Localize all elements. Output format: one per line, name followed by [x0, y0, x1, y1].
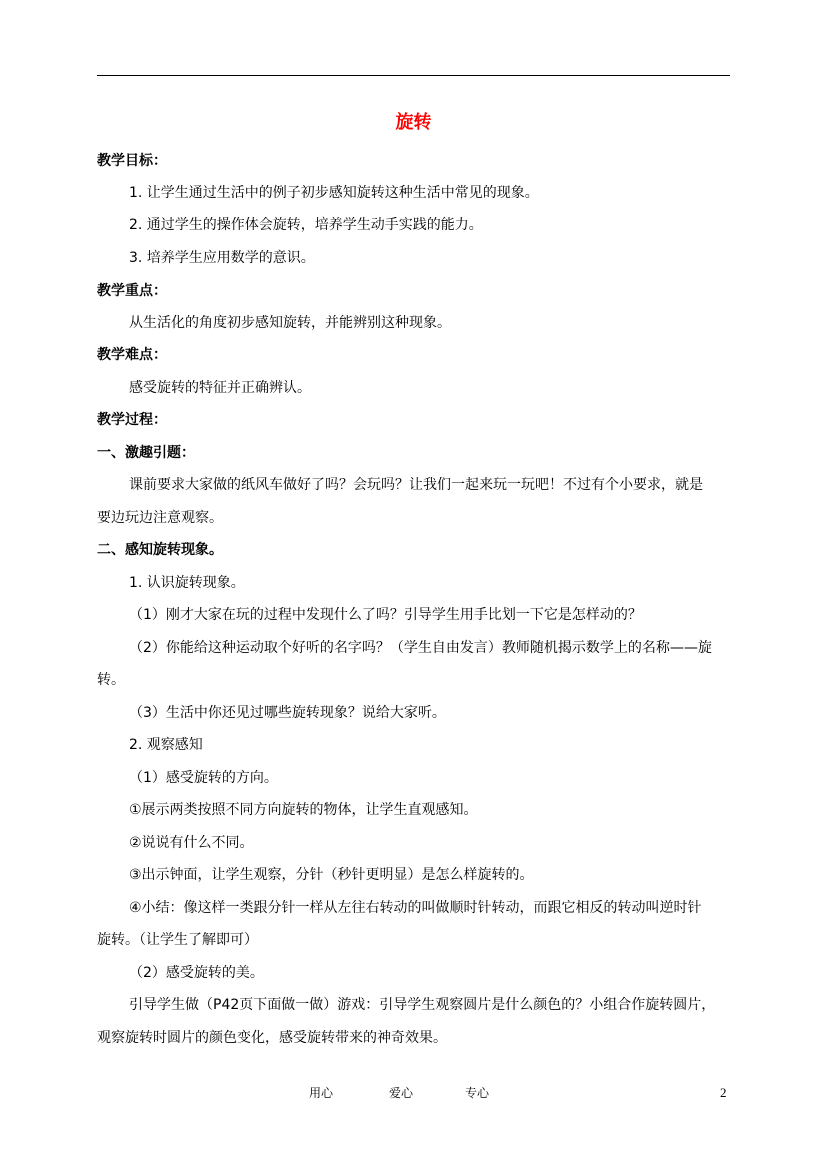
- page-title: 旋转: [395, 112, 432, 133]
- paragraph-line: 旋转。（让学生了解即可）: [97, 932, 258, 948]
- section-heading-process: 教学过程：: [97, 412, 167, 428]
- section-heading-difficulties: 教学难点：: [97, 347, 167, 363]
- objective-item-3: 3. 培养学生应用数学的意识。: [129, 250, 315, 266]
- paragraph-line: ③出示钟面，让学生观察，分针（秒针更明显）是怎么样旋转的。: [129, 867, 534, 883]
- subsection-heading-intro: 一、激趣引题：: [97, 445, 195, 461]
- subsection-heading-perceive: 二、感知旋转现象。: [97, 542, 223, 558]
- objective-item-2: 2. 通过学生的操作体会旋转，培养学生动手实践的能力。: [129, 217, 483, 233]
- objective-item-1: 1. 让学生通过生活中的例子初步感知旋转这种生活中常见的现象。: [129, 185, 539, 201]
- section-heading-objectives: 教学目标：: [97, 153, 167, 169]
- paragraph-line: 引导学生做（P42页下面做一做）游戏：引导学生观察圆片是什么颜色的？小组合作旋转圆片，: [129, 997, 716, 1013]
- paragraph-line: （1）刚才大家在玩的过程中发现什么了吗？引导学生用手比划一下它是怎样动的？: [129, 607, 642, 623]
- paragraph-line: ④小结：像这样一类跟分针一样从左往右转动的叫做顺时针转动，而跟它相反的转动叫逆时针: [129, 900, 702, 916]
- section-heading-key-points: 教学重点：: [97, 283, 167, 299]
- paragraph-line: （2）你能给这种运动取个好听的名字吗？（学生自由发言）教师随机揭示数学上的名称——旋: [129, 640, 712, 656]
- paragraph-line: ②说说有什么不同。: [129, 835, 254, 851]
- footer-item-1: 用心: [309, 1086, 334, 1100]
- paragraph-line: （1）感受旋转的方向。: [129, 770, 278, 786]
- header-rule: [97, 75, 730, 76]
- footer-item-3: 专心: [465, 1086, 490, 1100]
- paragraph-line: （2）感受旋转的美。: [129, 965, 264, 981]
- numbered-item: 1. 认识旋转现象。: [129, 575, 245, 591]
- footer-item-2: 爱心: [389, 1086, 414, 1100]
- key-points-text: 从生活化的角度初步感知旋转，并能辨别这种现象。: [129, 315, 451, 331]
- paragraph-line: ①展示两类按照不同方向旋转的物体，让学生直观感知。: [129, 802, 478, 818]
- paragraph-line: 转。: [97, 672, 125, 688]
- paragraph-line: 要边玩边注意观察。: [97, 510, 223, 526]
- numbered-item: 2. 观察感知: [129, 737, 203, 753]
- paragraph-line: （3）生活中你还见过哪些旋转现象？说给大家听。: [129, 705, 446, 721]
- paragraph-line: 课前要求大家做的纸风车做好了吗？会玩吗？让我们一起来玩一玩吧！不过有个小要求，就是: [129, 477, 703, 493]
- page-number: 2: [720, 1085, 727, 1100]
- difficulties-text: 感受旋转的特征并正确辨认。: [129, 380, 311, 396]
- paragraph-line: 观察旋转时圆片的颜色变化，感受旋转带来的神奇效果。: [97, 1030, 447, 1046]
